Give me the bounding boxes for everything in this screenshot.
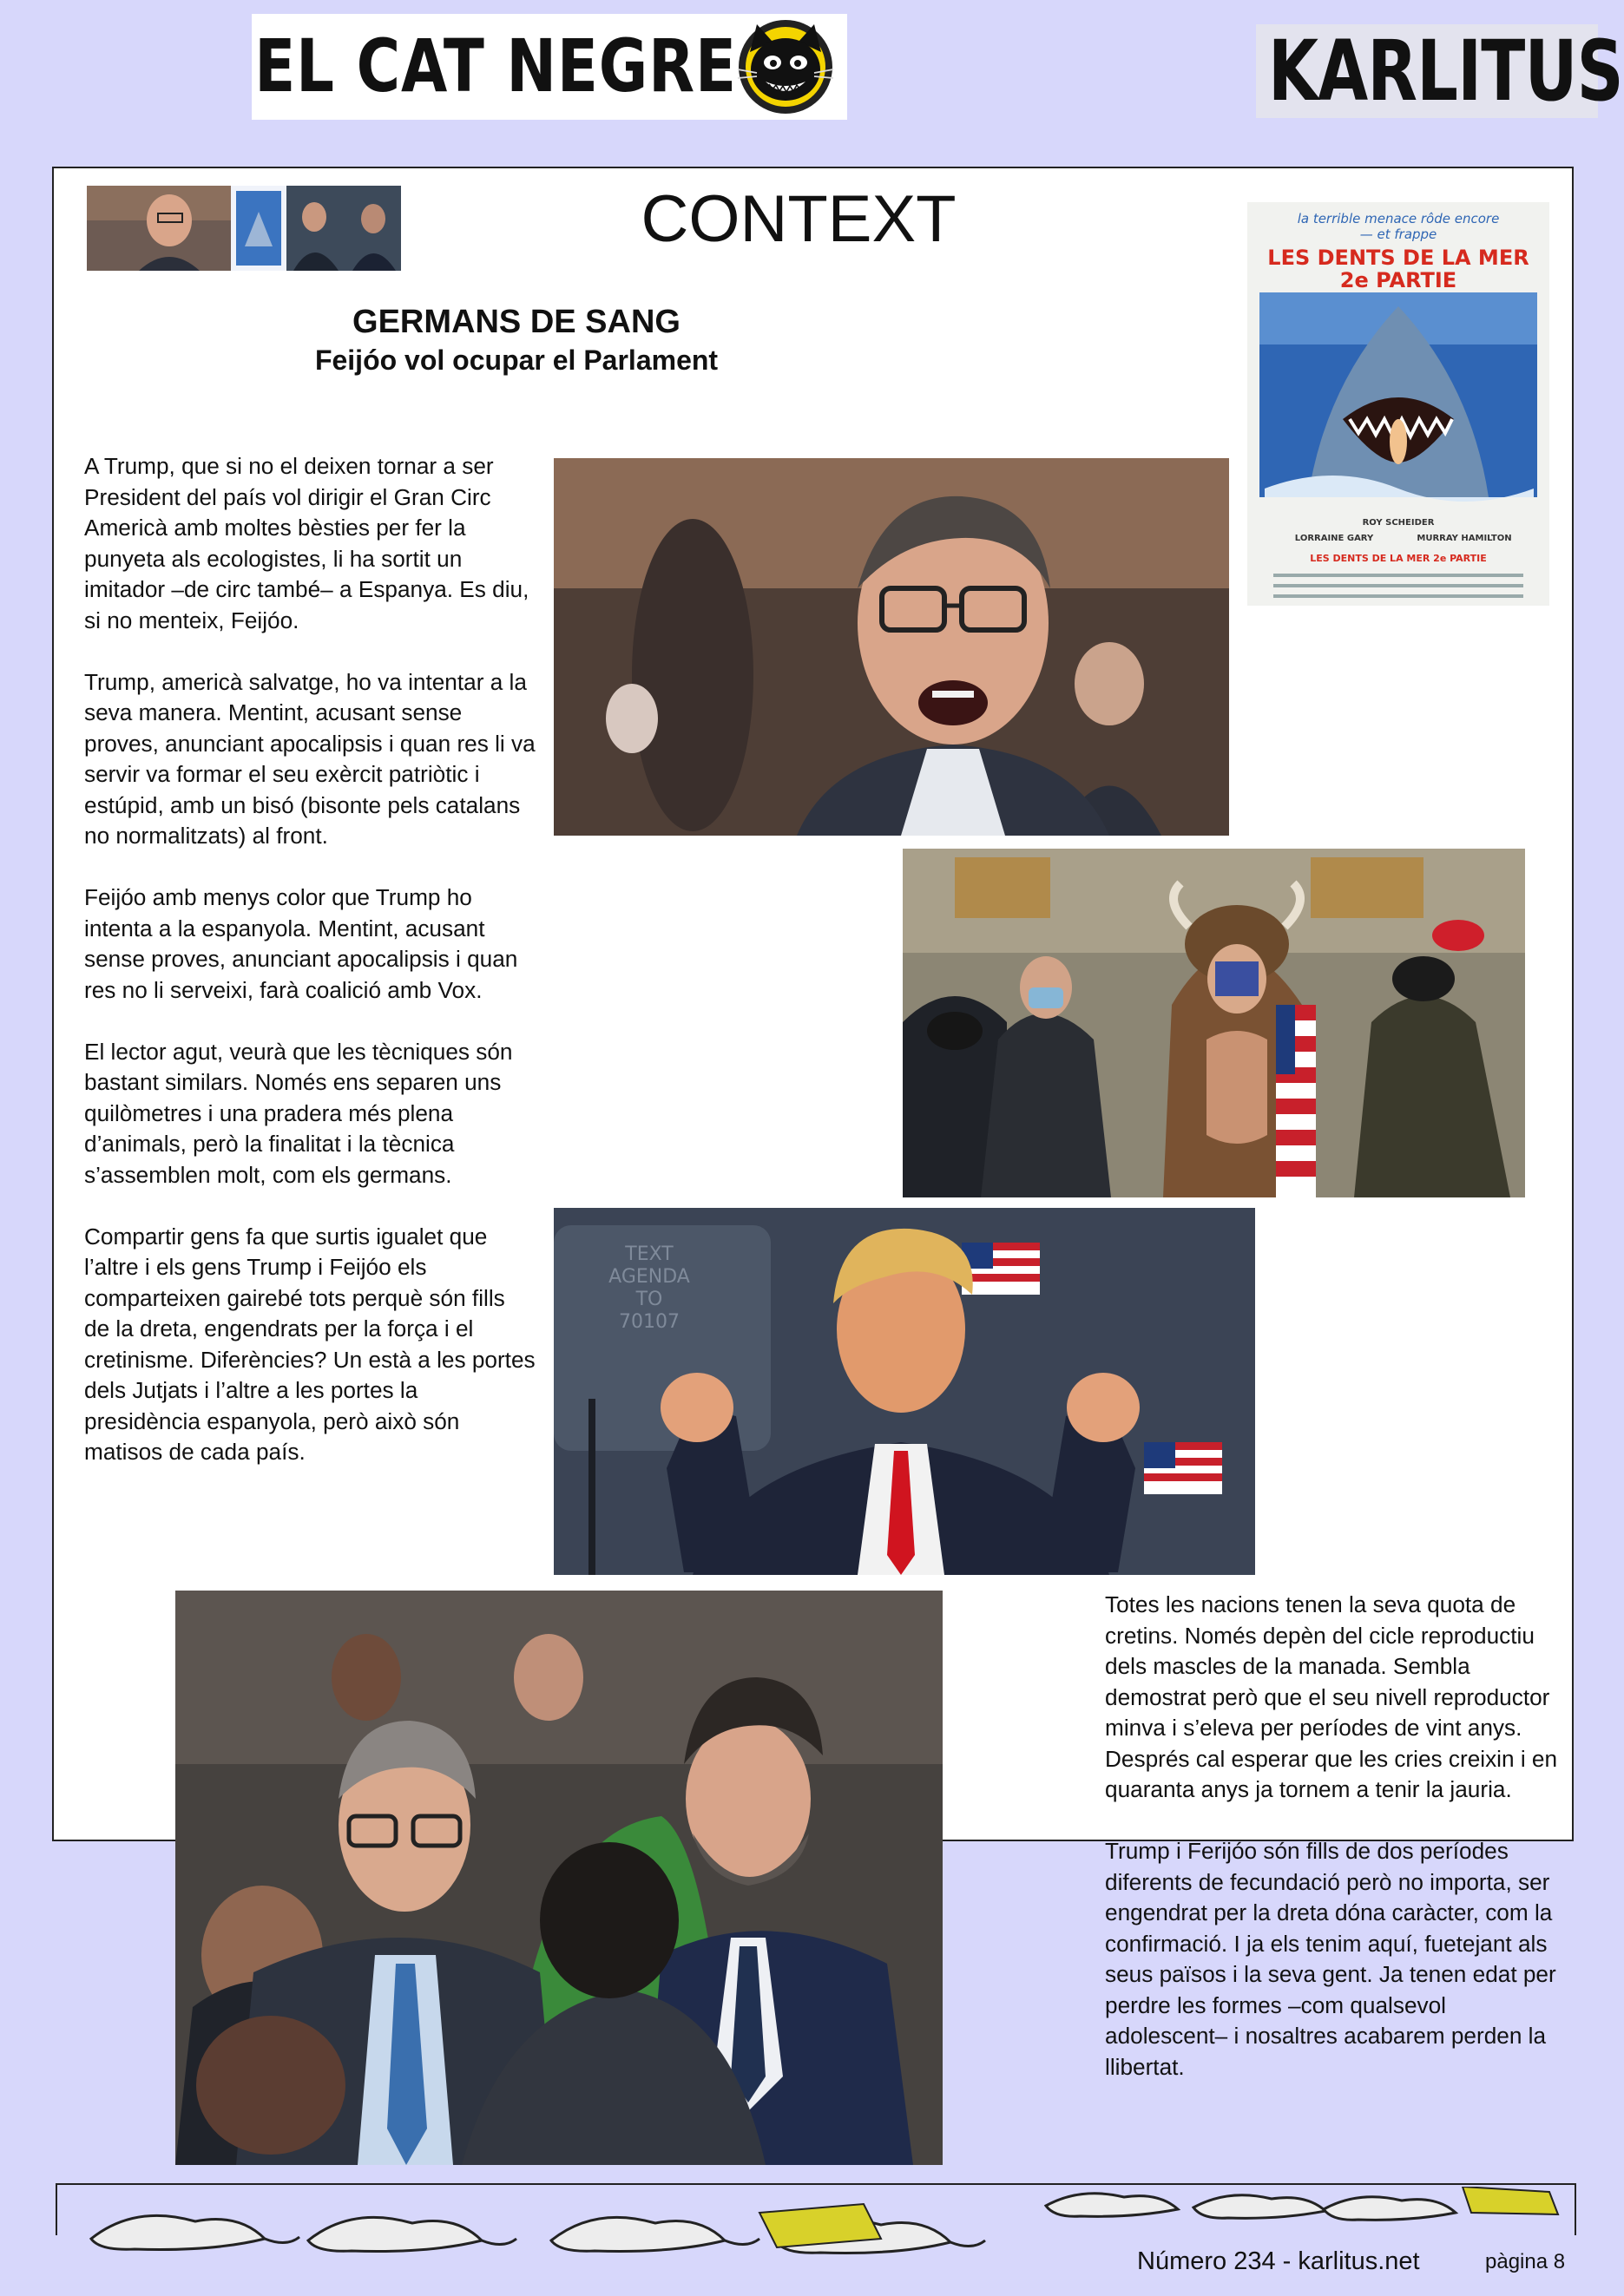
- article-subheadline: Feijóo vol ocupar el Parlament: [314, 344, 719, 376]
- section-title: CONTEXT: [641, 182, 957, 256]
- poster-cast-3: MURRAY HAMILTON: [1417, 534, 1512, 543]
- jaws2-poster: [1247, 202, 1549, 606]
- capitol-riot-photo-image: [903, 849, 1525, 1197]
- page-number: pàgina 8: [1485, 2250, 1566, 2273]
- right-paragraph-2: Trump i Ferijóo són fills de dos períodes diferents de fecundació però no importa, ser engendrat per la dreta dóna caràcter, com la confirmació. I ja els tenim aquí, fuetejant als seus països i la seva gent. Ja tenen edat per perdre les formes –com qualsevol adolescent– i nosaltres acabarem perden la llibertat.: [1105, 1838, 1556, 2080]
- right-paragraph-1: Totes les nacions tenen la seva quota de cretins. Només depèn del cicle reproductiu dels mascles de la manada. Sembla demostrat però que el seu nivell reproductor minva i s’eleva per períodes de vint anys. Després cal esperar que les cries creixin i en quaranta anys ja tornem a tenir la jauria.: [1105, 1591, 1558, 1802]
- left-paragraph-1: A Trump, que si no el deixen tornar a ser President del país vol dirigir el Gran Circ Americà amb moltes bèsties per fer la punyeta als ecologistes, li ha sortit un imitador –de circ també– a Espanya. Es diu, si no menteix, Feijóo.: [84, 453, 529, 633]
- poster-title-2: 2e PARTIE: [1339, 268, 1457, 292]
- prompter-text-1: TEXT: [625, 1243, 674, 1265]
- black-cat-logo-icon: [731, 17, 840, 116]
- poster-cast-1: ROY SCHEIDER: [1362, 518, 1435, 528]
- prompter-text-4: 70107: [619, 1311, 680, 1333]
- feijoo-photo-image: [554, 458, 1229, 836]
- left-paragraph-5: Compartir gens fa que surtis igualet que l’altre i els gens Trump i Feijóo els comparteixen gairebé tots perquè són fills de la dreta, engendrats per la força i el cretinisme. Diferències? Un està a les portes dels Jutjats i l’altre a les portes la presidència espanyola, però això són matisos de cada país.: [84, 1223, 536, 1465]
- issue-number: Número 234 - karlitus.net: [1137, 2247, 1420, 2275]
- masthead-logo: [252, 14, 847, 120]
- trump-photo-image: [554, 1208, 1255, 1575]
- article-body-right: [1105, 1590, 1574, 2114]
- thumbnail-strip-image: [87, 186, 401, 271]
- feijoo-abascal-photo: [175, 1591, 943, 2165]
- brand-box: [1256, 23, 1623, 120]
- prompter-text-3: TO: [635, 1289, 663, 1310]
- flag-icon-2: [1144, 1442, 1222, 1494]
- left-paragraph-3: Feijóo amb menys color que Trump ho intenta a la espanyola. Mentint, acusant sense proves, anunciant apocalipsis i quan res no li serveixi, farà coalició amb Vox.: [84, 884, 518, 1003]
- left-paragraph-4: El lector agut, veurà que les tècniques són bastant similars. Només ens separen uns quilòmetres i una pradera més plena d’animals, però la finalitat i la tècnica s’assemblen molt, com els germans.: [84, 1038, 513, 1188]
- poster-tagline-2: — et frappe: [1359, 226, 1437, 242]
- poster-tagline-1: la terrible menace rôde encore: [1297, 211, 1500, 226]
- flag-icon: [962, 1243, 1040, 1295]
- brand-title: KARLITUS: [1268, 23, 1623, 120]
- thumbnail-strip: [87, 186, 401, 271]
- left-paragraph-2: Trump, americà salvatge, ho va intentar a la seva manera. Mentint, acusant sense proves, anunciant apocalipsis i quan res li va servir va formar el seu exèrcit patriòtic i estúpid, amb un bisó (bisonte pels catalans no normalitzats) al front.: [84, 668, 536, 849]
- article-headline: GERMANS DE SANG: [352, 304, 681, 340]
- trump-photo: [554, 1208, 1255, 1575]
- article-body-left: [84, 451, 536, 1499]
- masthead-title: EL CAT NEGRE: [254, 23, 737, 108]
- prompter-text-2: AGENDA: [608, 1266, 690, 1288]
- capitol-riot-photo: [903, 849, 1525, 1197]
- poster-artwork: [1247, 202, 1549, 606]
- feijoo-abascal-photo-image: [175, 1591, 943, 2165]
- poster-bottom-title: LES DENTS DE LA MER 2e PARTIE: [1310, 553, 1487, 564]
- poster-cast-2: LORRAINE GARY: [1294, 534, 1374, 543]
- poster-title-1: LES DENTS DE LA MER: [1267, 246, 1529, 270]
- feijoo-photo: [554, 458, 1229, 836]
